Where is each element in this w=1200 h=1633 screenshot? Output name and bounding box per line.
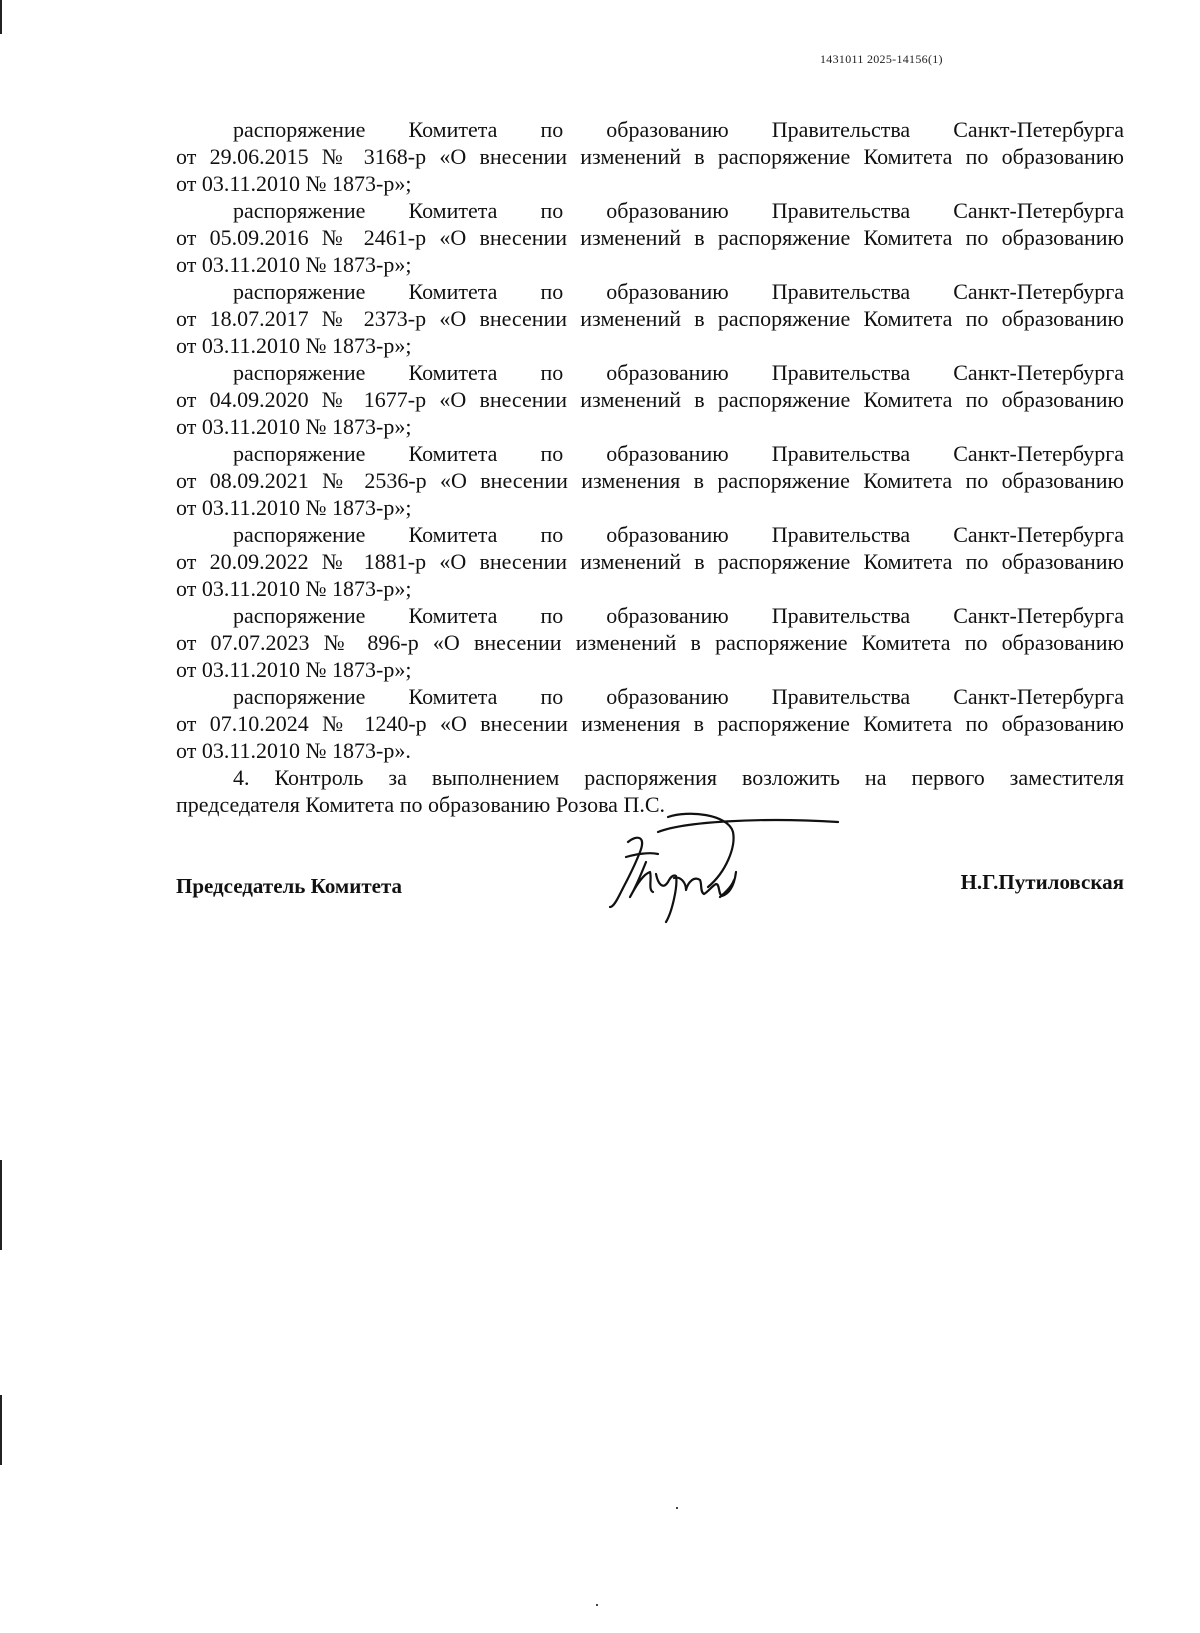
scan-edge-mark bbox=[0, 1160, 2, 1250]
order-line-2: от 07.07.2023 № 896-р «О внесении изменений в распоряжение Комитета по образованию bbox=[176, 630, 1124, 655]
order-line-2: от 08.09.2021 № 2536-р «О внесении изменения в распоряжение Комитета по образованию bbox=[176, 468, 1124, 493]
order-line-1: распоряжение Комитета по образованию Правительства Санкт-Петербурга bbox=[233, 441, 1124, 466]
order-line-1: распоряжение Комитета по образованию Правительства Санкт-Петербурга bbox=[233, 360, 1124, 385]
order-line-1: распоряжение Комитета по образованию Правительства Санкт-Петербурга bbox=[233, 684, 1124, 709]
order-line-3: от 03.11.2010 № 1873-р»; bbox=[176, 252, 412, 277]
order-item bbox=[176, 440, 1124, 521]
clause-4-line-1: 4. Контроль за выполнением распоряжения возложить на первого заместителя bbox=[233, 765, 1124, 790]
clause-4-line-2: председателя Комитета по образованию Розова П.С. bbox=[176, 792, 666, 817]
order-item bbox=[176, 521, 1124, 602]
order-line-1: распоряжение Комитета по образованию Правительства Санкт-Петербурга bbox=[233, 117, 1124, 142]
order-item bbox=[176, 602, 1124, 683]
order-line-3: от 03.11.2010 № 1873-р»; bbox=[176, 171, 412, 196]
signatory-title: Председатель Комитета bbox=[176, 874, 403, 898]
order-item bbox=[176, 683, 1124, 764]
order-item bbox=[176, 359, 1124, 440]
order-line-3: от 03.11.2010 № 1873-р»; bbox=[176, 333, 412, 358]
order-item bbox=[176, 197, 1124, 278]
order-line-1: распоряжение Комитета по образованию Правительства Санкт-Петербурга bbox=[233, 522, 1124, 547]
scan-edge-mark bbox=[0, 0, 2, 34]
order-line-2: от 07.10.2024 № 1240-р «О внесении изменения в распоряжение Комитета по образованию bbox=[176, 711, 1124, 736]
signatory-name: Н.Г.Путиловская bbox=[960, 870, 1124, 894]
order-line-2: от 18.07.2017 № 2373-р «О внесении изменений в распоряжение Комитета по образованию bbox=[176, 306, 1124, 331]
handwritten-signature bbox=[608, 812, 848, 932]
scan-speck bbox=[596, 1604, 598, 1606]
order-line-1: распоряжение Комитета по образованию Правительства Санкт-Петербурга bbox=[233, 279, 1124, 304]
order-line-1: распоряжение Комитета по образованию Правительства Санкт-Петербурга bbox=[233, 603, 1124, 628]
order-item bbox=[176, 116, 1124, 197]
order-line-2: от 20.09.2022 № 1881-р «О внесении изменений в распоряжение Комитета по образованию bbox=[176, 549, 1124, 574]
order-line-2: от 05.09.2016 № 2461-р «О внесении изменений в распоряжение Комитета по образованию bbox=[176, 225, 1124, 250]
order-line-3: от 03.11.2010 № 1873-р»; bbox=[176, 657, 412, 682]
order-line-2: от 04.09.2020 № 1677-р «О внесении изменений в распоряжение Комитета по образованию bbox=[176, 387, 1124, 412]
order-line-3: от 03.11.2010 № 1873-р»; bbox=[176, 495, 412, 520]
clause-4 bbox=[176, 764, 1124, 818]
document-id: 1431011 2025-14156(1) bbox=[820, 52, 943, 66]
document-body bbox=[176, 116, 1124, 818]
scan-speck bbox=[676, 1507, 678, 1509]
order-item bbox=[176, 278, 1124, 359]
order-line-1: распоряжение Комитета по образованию Правительства Санкт-Петербурга bbox=[233, 198, 1124, 223]
order-line-2: от 29.06.2015 № 3168-р «О внесении изменений в распоряжение Комитета по образованию bbox=[176, 144, 1124, 169]
order-line-3: от 03.11.2010 № 1873-р»; bbox=[176, 576, 412, 601]
order-line-3: от 03.11.2010 № 1873-р». bbox=[176, 738, 411, 763]
order-line-3: от 03.11.2010 № 1873-р»; bbox=[176, 414, 412, 439]
scan-edge-mark bbox=[0, 1395, 2, 1465]
